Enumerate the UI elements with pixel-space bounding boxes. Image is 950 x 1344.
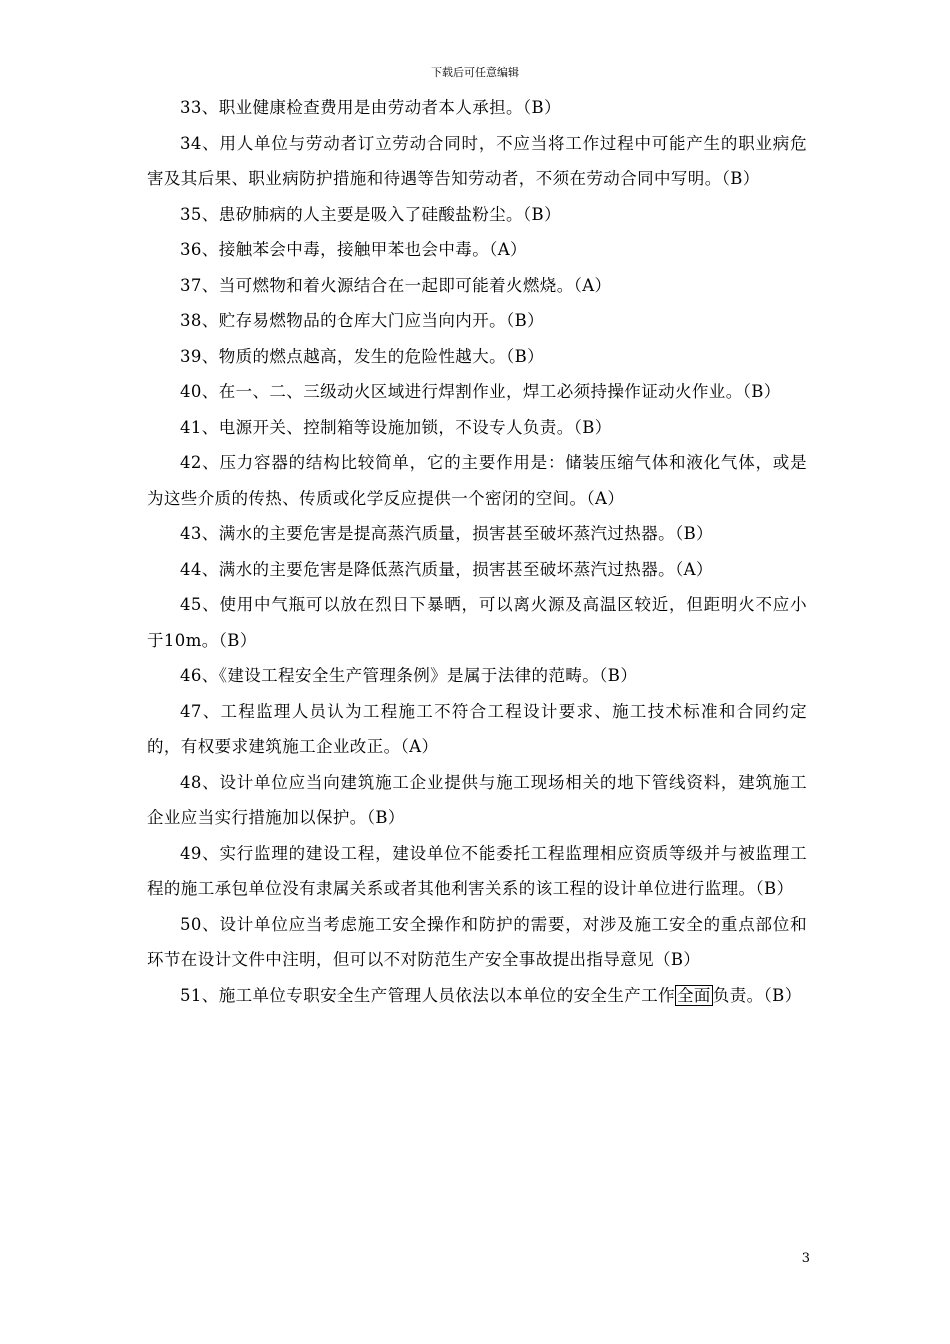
question-34: 34、用人单位与劳动者订立劳动合同时，不应当将工作过程中可能产生的职业病危害及其后果、职业病防护措施和待遇等告知劳动者，不须在劳动合同中写明。（B） — [147, 133, 807, 188]
question-38: 38、贮存易燃物品的仓库大门应当向内开。（B） — [180, 311, 545, 330]
question-39: 39、物质的燃点越高，发生的危险性越大。（B） — [180, 346, 545, 366]
question-33: 33、职业健康检查费用是由劳动者本人承担。（B） — [180, 98, 561, 117]
question-46: 46、《建设工程安全生产管理条例》是属于法律的范畴。（B） — [180, 666, 638, 685]
question-51-boxed-word: 全面 — [677, 985, 711, 1005]
question-51 — [147, 978, 807, 1014]
question-36: 36、接触苯会中毒，接触甲苯也会中毒。（A） — [180, 240, 527, 259]
question-49: 49、实行监理的建设工程，建设单位不能委托工程监理相应资质等级并与被监理工程的施工承包单位没有隶属关系或者其他利害关系的该工程的设计单位进行监理。（B） — [147, 843, 807, 898]
question-47: 47、工程监理人员认为工程施工不符合工程设计要求、施工技术标准和合同约定的，有权要求建筑施工企业改正。（A） — [147, 701, 807, 756]
page-number: 3 — [801, 1251, 810, 1266]
question-50: 50、设计单位应当考虑施工安全操作和防护的需要，对涉及施工安全的重点部位和环节在设计文件中注明，但可以不对防范生产安全事故提出指导意见（B） — [147, 914, 807, 969]
question-45: 45、使用中气瓶可以放在烈日下暴晒，可以离火源及高温区较近，但距明火不应小于10m。（B） — [147, 595, 807, 650]
question-51-before: 51、施工单位专职安全生产管理人员依法以本单位的安全生产工作 — [180, 985, 675, 1005]
download-note: 下载后可任意编辑 — [431, 66, 519, 79]
question-41: 41、电源开关、控制箱等设施加锁，不设专人负责。（B） — [180, 417, 612, 437]
question-40: 40、在一、二、三级动火区域进行焊割作业，焊工必须持操作证动火作业。（B） — [180, 382, 781, 401]
question-37: 37、当可燃物和着火源结合在一起即可能着火燃烧。（A） — [180, 275, 612, 295]
question-42: 42、压力容器的结构比较简单，它的主要作用是：储装压缩气体和液化气体，或是为这些介质的传热、传质或化学反应提供一个密闭的空间。（A） — [147, 453, 807, 508]
question-list — [147, 90, 807, 1013]
question-44: 44、满水的主要危害是降低蒸汽质量，损害甚至破坏蒸汽过热器。（A） — [180, 559, 713, 579]
question-48: 48、设计单位应当向建筑施工企业提供与施工现场相关的地下管线资料，建筑施工企业应当实行措施加以保护。（B） — [147, 772, 807, 827]
question-35: 35、患矽肺病的人主要是吸入了硅酸盐粉尘。（B） — [180, 204, 561, 224]
question-51-after: 负责。（B） — [712, 985, 802, 1005]
question-43: 43、满水的主要危害是提高蒸汽质量，损害甚至破坏蒸汽过热器。（B） — [180, 524, 714, 543]
